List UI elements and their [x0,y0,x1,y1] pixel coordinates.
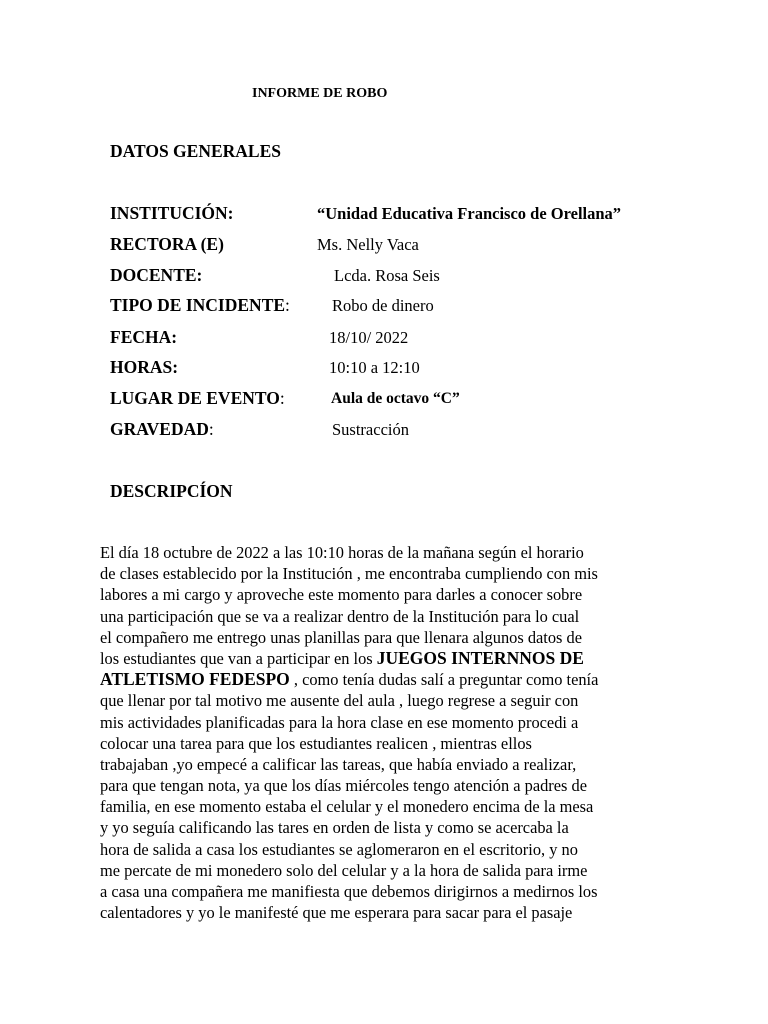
field-label: DOCENTE: [110,265,203,285]
description-line: para que tengan nota, ya que los días miércoles tengo atención a padres de [100,776,587,796]
field-row-rector [110,234,710,258]
description-line: de clases establecido por la Institución , me encontraba cumpliendo con mis [100,564,598,584]
field-value: “Unidad Educativa Francisco de Orellana” [317,204,622,223]
field-label: TIPO DE INCIDENTE: [110,295,290,315]
description-line: el compañero me entrego unas planillas para que llenara algunos datos de [100,627,582,647]
field-value: Sustracción [332,420,409,439]
description-line: me percate de mi monedero solo del celular y a la hora de salida para irme [100,860,588,880]
field-value: 10:10 a 12:10 [329,358,420,377]
document-title: INFORME DE ROBO [252,86,388,101]
description-line: trabajaban ,yo empecé a calificar las tareas, que había enviado a realizar, [100,754,577,774]
field-value: Lcda. Rosa Seis [334,266,440,285]
section-heading-general-data: DATOS GENERALES [110,141,282,161]
description-line: colocar una tarea para que los estudiantes realicen , mientras ellos [100,733,532,753]
field-row-date [110,327,710,351]
field-value: Robo de dinero [332,296,434,315]
field-label: HORAS: [110,357,179,377]
description-line: mis actividades planificadas para la hora clase en ese momento procedi a [100,712,579,732]
description-line: familia, en ese momento estaba el celular y el monedero encima de la mesa [100,797,594,817]
description-line: y yo seguía calificando las tares en orden de lista y como se acercaba la [100,818,569,838]
field-label: LUGAR DE EVENTO: [110,388,285,408]
field-label: GRAVEDAD: [110,419,214,439]
description-line: los estudiantes que van a participar en los JUEGOS INTERNNOS DE [100,647,584,668]
description-line: a casa una compañera me manifiesta que debemos dirigirnos a medirnos los [100,882,598,901]
description-line: labores a mi cargo y aproveche este momento para darles a conocer sobre [100,585,583,605]
field-label: INSTITUCIÓN: [110,203,234,223]
description-line: ATLETISMO FEDESPO , como tenía dudas salí a preguntar como tenía [100,669,599,690]
field-row-event-location [110,388,710,412]
field-row-incident-type [110,295,710,319]
field-row-teacher [110,265,710,289]
field-row-hours [110,357,710,381]
field-value: Aula de octavo “C” [331,390,460,407]
description-line: calentadores y yo le manifesté que me esperara para sacar para el pasaje [100,903,573,923]
description-line: una participación que se va a realizar dentro de la Institución para lo cual [100,606,580,626]
section-heading-description: DESCRIPCÍON [110,481,233,501]
description-emphasis: JUEGOS INTERNNOS DE [376,647,584,668]
field-value: Ms. Nelly Vaca [317,235,419,254]
description-line: El día 18 octubre de 2022 a las 10:10 horas de la mañana según el horario [100,543,584,562]
description-line: hora de salida a casa los estudiantes se aglomeraron en el escritorio, y no [100,839,578,859]
field-label: FECHA: [110,327,178,347]
field-row-severity [110,419,710,443]
field-label: RECTORA (E) [110,234,224,254]
field-row-institution [110,203,710,227]
description-emphasis: ATLETISMO FEDESPO [100,669,290,690]
field-value: 18/10/ 2022 [329,328,409,347]
description-line: que llenar por tal motivo me ausente del aula , luego regrese a seguir con [100,691,579,711]
description-paragraph [100,542,670,923]
